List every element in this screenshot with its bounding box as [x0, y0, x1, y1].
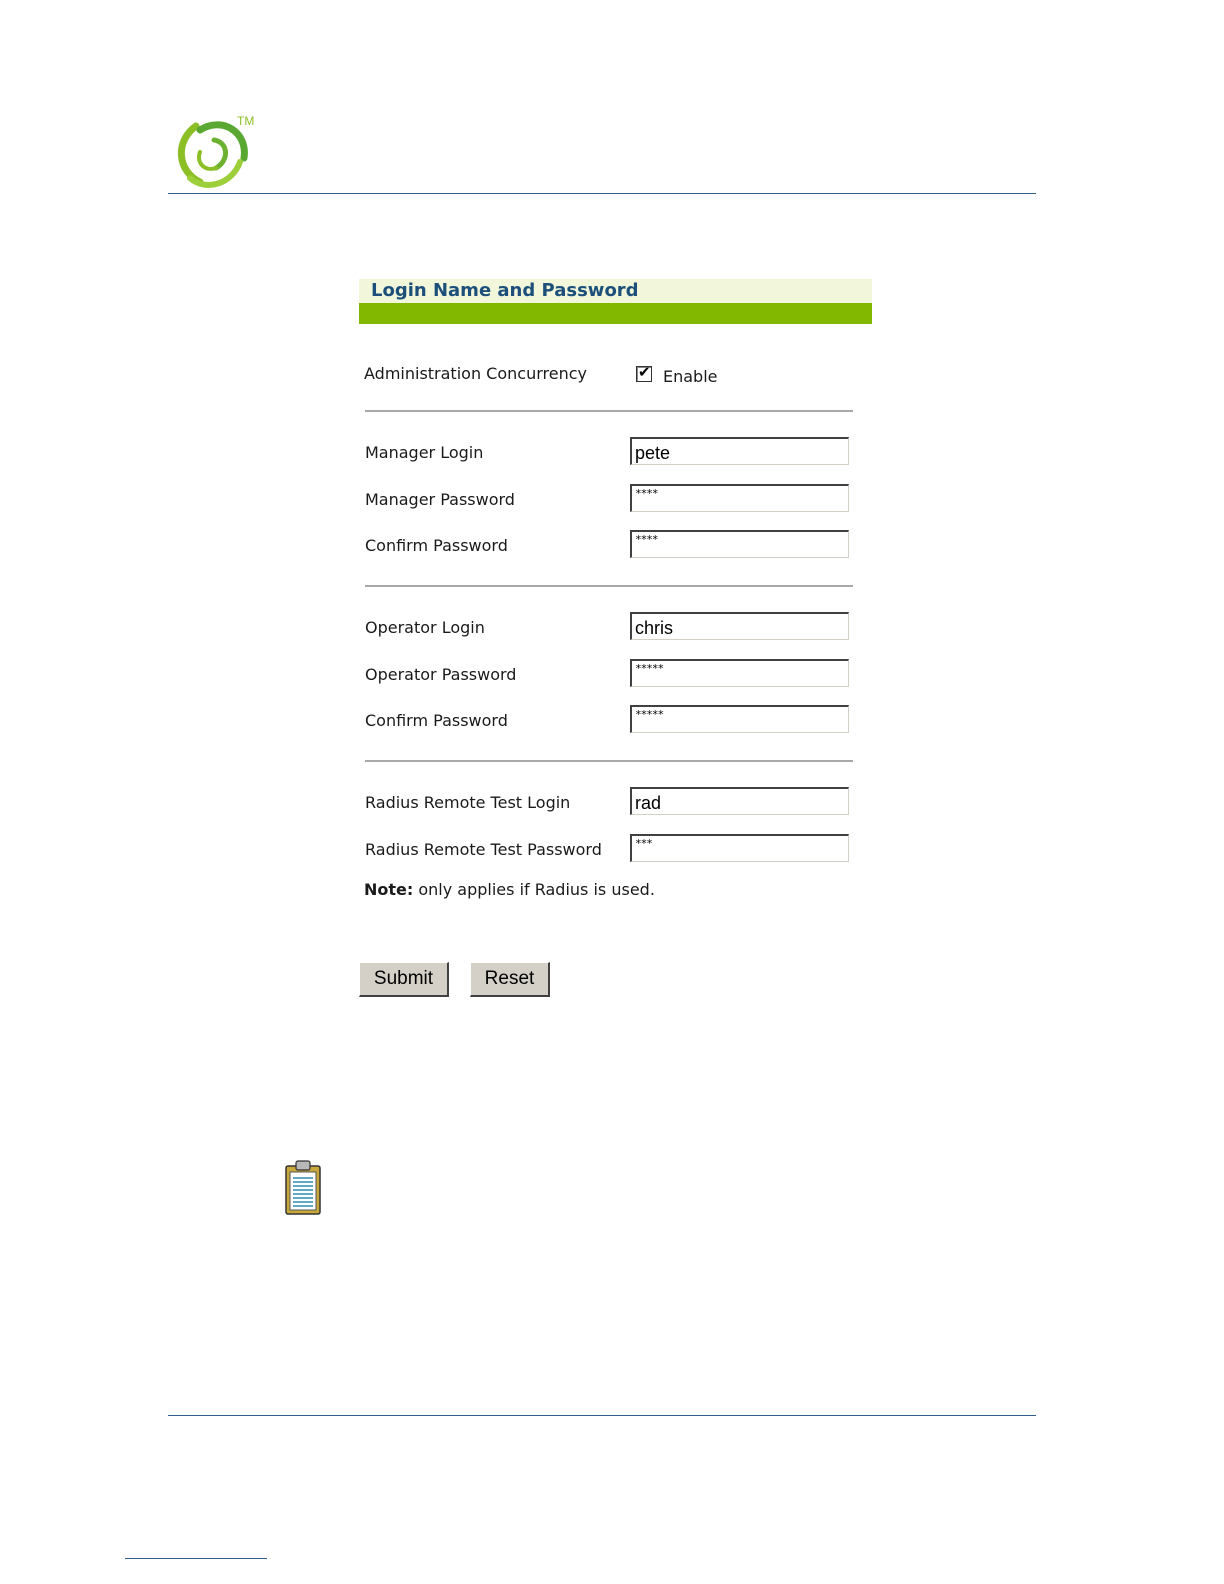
- checkmark-icon: ✔: [638, 363, 651, 381]
- operator-confirm-password-input[interactable]: *****: [630, 705, 849, 733]
- radius-login-label: Radius Remote Test Login: [365, 793, 571, 812]
- enable-label: Enable: [663, 367, 718, 386]
- radius-note: [364, 880, 655, 899]
- manager-confirm-password-input[interactable]: ****: [630, 530, 849, 558]
- clipboard-icon: [283, 1160, 323, 1216]
- operator-login-label: Operator Login: [365, 618, 485, 637]
- enable-checkbox[interactable]: [636, 363, 652, 382]
- manager-confirm-password-label: Confirm Password: [365, 536, 508, 555]
- admin-concurrency-label: Administration Concurrency: [364, 364, 587, 383]
- section-divider: [365, 585, 853, 587]
- panel-accent-bar: [359, 303, 872, 324]
- note-text: only applies if Radius is used.: [413, 880, 655, 899]
- manager-login-input[interactable]: pete: [630, 437, 849, 465]
- reset-button[interactable]: Reset: [470, 962, 550, 997]
- trademark-label: TM: [237, 114, 255, 128]
- radius-login-input[interactable]: rad: [630, 787, 849, 815]
- radius-password-input[interactable]: ***: [630, 834, 849, 862]
- footnote-divider: [125, 1558, 267, 1559]
- operator-confirm-password-label: Confirm Password: [365, 711, 508, 730]
- section-divider: [365, 760, 853, 762]
- operator-password-input[interactable]: *****: [630, 659, 849, 687]
- footer-divider: [168, 1415, 1036, 1416]
- manager-password-label: Manager Password: [365, 490, 515, 509]
- note-bold-label: Note:: [364, 880, 414, 899]
- section-divider: [365, 410, 853, 412]
- header-divider: [168, 193, 1036, 194]
- operator-password-label: Operator Password: [365, 665, 517, 684]
- manager-password-input[interactable]: ****: [630, 484, 849, 512]
- radius-password-label: Radius Remote Test Password: [365, 840, 602, 859]
- operator-login-input[interactable]: chris: [630, 612, 849, 640]
- submit-button[interactable]: Submit: [359, 962, 449, 997]
- manager-login-label: Manager Login: [365, 443, 484, 462]
- panel-title: Login Name and Password: [371, 280, 639, 301]
